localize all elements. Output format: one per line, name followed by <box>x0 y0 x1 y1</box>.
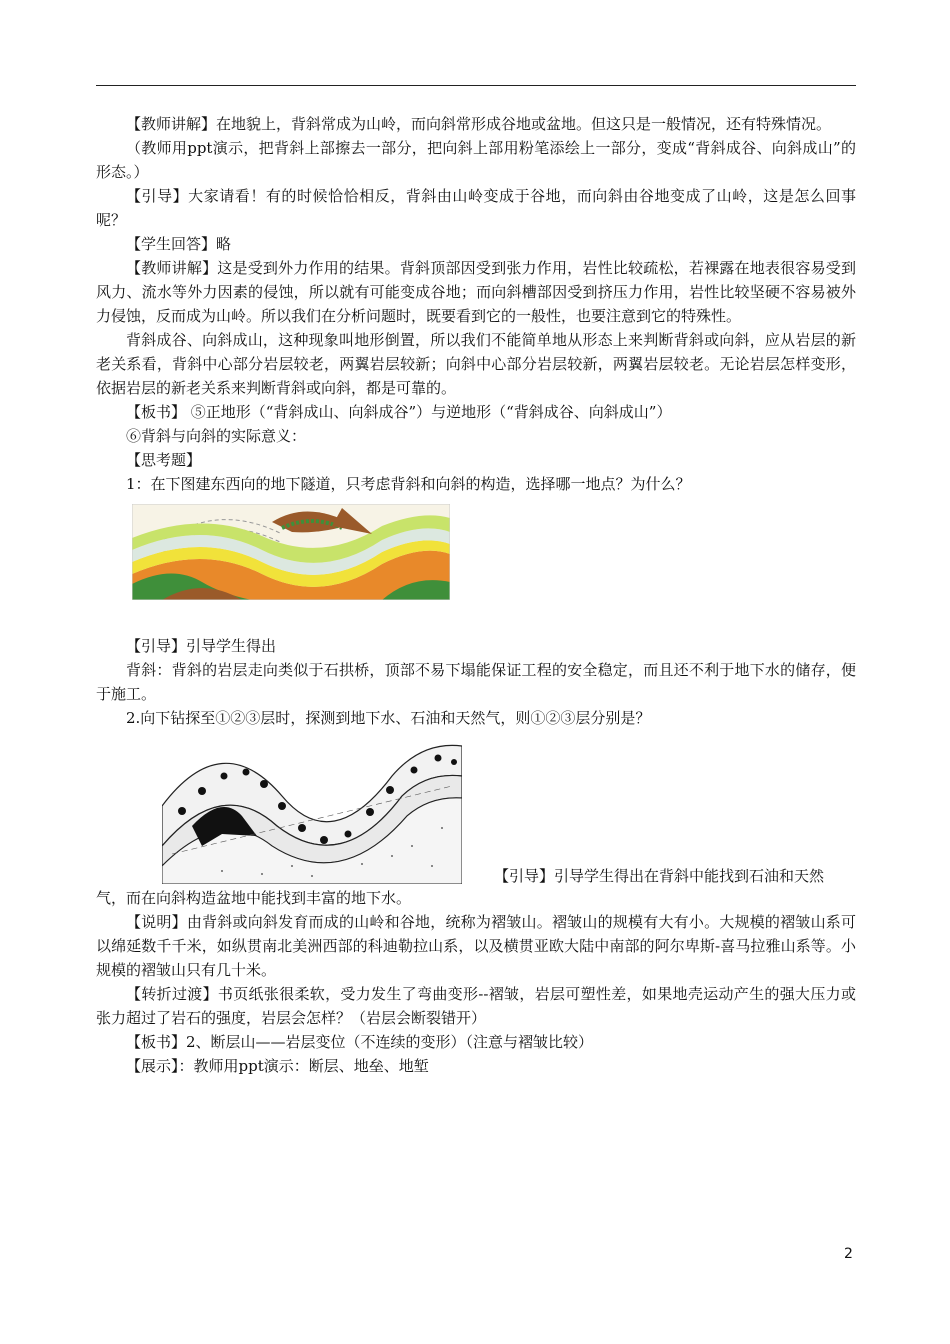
document-body <box>96 112 856 1078</box>
paragraph: 气，而在向斜构造盆地中能找到丰富的地下水。 <box>96 889 412 907</box>
oil-gas-water-figure <box>96 736 856 886</box>
fold-diagram-image <box>132 504 450 600</box>
section-heading: 【思考题】 <box>126 451 202 469</box>
paragraph: 背斜成谷、向斜成山，这种现象叫地形倒置，所以我们不能简单地从形态上来判断背斜或向斜，应从岩层的新老关系看，背斜中心部分岩层较老，两翼岩层较新；向斜中心部分岩层较新，两翼岩层较老。无论岩层怎样变形，依据岩层的新老关系来判断背斜或向斜，都是可靠的。 <box>96 331 856 397</box>
paragraph: 【引导】大家请看！有的时候恰恰相反，背斜由山岭变成于谷地，而向斜由谷地变成了山岭，这是怎么回事呢？ <box>96 187 856 229</box>
question-1: 1：在下图建东西向的地下隧道，只考虑背斜和向斜的构造，选择哪一地点？为什么？ <box>126 475 691 493</box>
paragraph: （教师用ppt演示，把背斜上部擦去一部分，把向斜上部用粉笔添绘上一部分，变成“背斜成谷、向斜成山”的形态。） <box>96 139 856 181</box>
question-2: 2.向下钻探至①②③层时，探测到地下水、石油和天然气，则①②③层分别是？ <box>126 709 651 727</box>
page-number: 2 <box>844 1246 853 1262</box>
paragraph: 背斜：背斜的岩层走向类似于石拱桥，顶部不易下塌能保证工程的安全稳定，而且还不利于地下水的储存，便于施工。 <box>96 661 856 703</box>
paragraph: 【教师讲解】在地貌上，背斜常成为山岭，而向斜常形成谷地或盆地。但这只是一般情况，还有特殊情况。 <box>126 115 832 133</box>
anticline-syncline-image <box>162 736 462 884</box>
paragraph: 【教师讲解】这是受到外力作用的结果。背斜顶部因受到张力作用，岩性比较疏松，若裸露在地表很容易受到风力、流水等外力因素的侵蚀，所以就有可能变成谷地；而向斜槽部因受到挤压力作用，岩性比较坚硬不容易被外力侵蚀，反而成为山岭。所以我们在分析问题时，既要看到它的一般性，也要注意到它的特殊性。 <box>96 259 856 325</box>
paragraph: 【转折过渡】书页纸张很柔软，受力发生了弯曲变形--褶皱，岩层可塑性差，如果地壳运动产生的强大压力或张力超过了岩石的强度，岩层会怎样？（岩层会断裂错开） <box>96 985 856 1027</box>
paragraph: 【学生回答】略 <box>126 235 232 253</box>
paragraph: 【说明】由背斜或向斜发育而成的山岭和谷地，统称为褶皱山。褶皱山的规模有大有小。大规模的褶皱山系可以绵延数千千米，如纵贯南北美洲西部的科迪勒拉山系，以及横贯亚欧大陆中南部的阿尔卑斯-喜马拉雅山系等。小规模的褶皱山只有几十米。 <box>96 913 856 979</box>
paragraph: 【引导】引导学生得出在背斜中能找到石油和天然 <box>494 867 825 885</box>
header-rule <box>96 85 856 86</box>
paragraph: 【展示】：教师用ppt演示：断层、地垒、地堑 <box>126 1057 429 1075</box>
board-note: 【板书】 ⑤正地形（“背斜成山、向斜成谷”）与逆地形（“背斜成谷、向斜成山”） <box>126 403 672 421</box>
board-note: 【板书】2、断层山——岩层变位（不连续的变形）（注意与褶皱比较） <box>126 1033 594 1051</box>
paragraph: 【引导】引导学生得出 <box>126 637 277 655</box>
board-note: ⑥背斜与向斜的实际意义： <box>126 427 307 445</box>
fold-terrain-figure <box>96 504 856 600</box>
